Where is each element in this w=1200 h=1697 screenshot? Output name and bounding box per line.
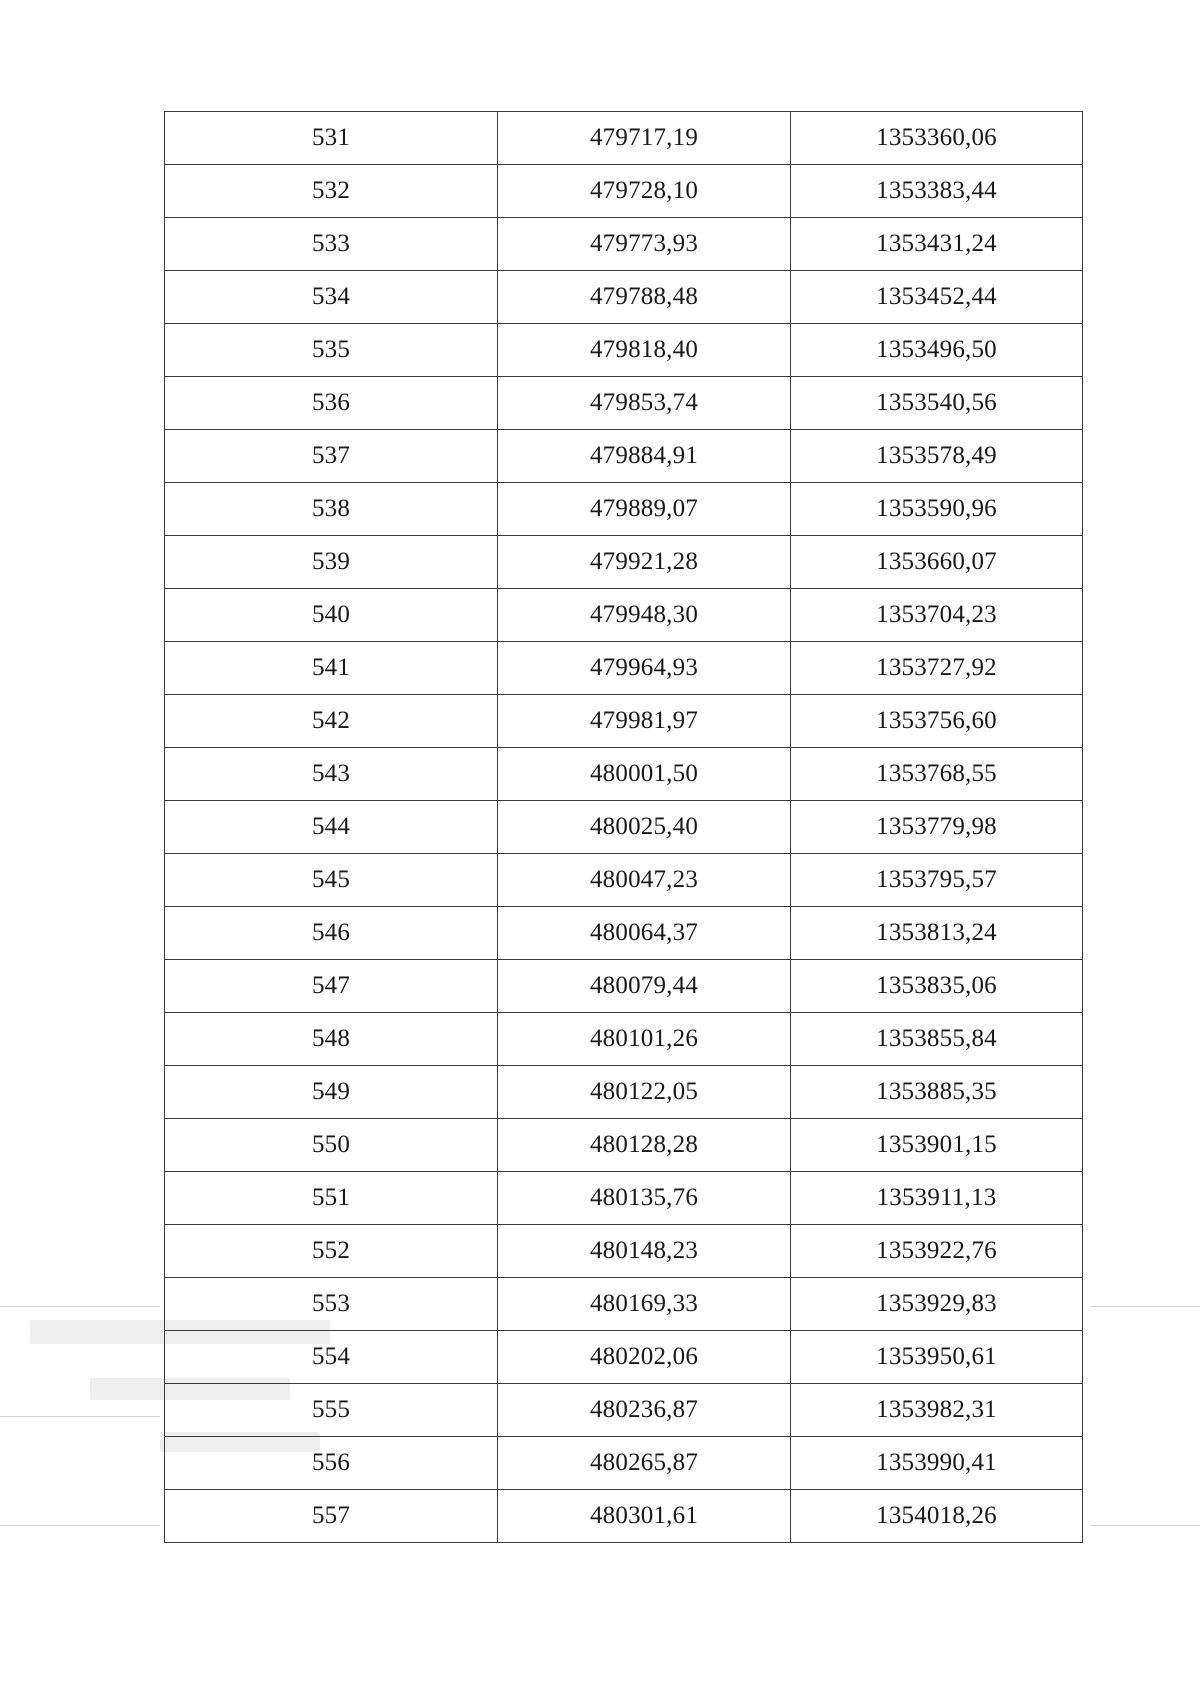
table-row <box>165 1066 1083 1119</box>
table-row <box>165 112 1083 165</box>
x-coordinate-cell: 480079,44 <box>498 960 791 1013</box>
table-row <box>165 1278 1083 1331</box>
y-coordinate-cell: 1353590,96 <box>791 483 1083 536</box>
table-row <box>165 748 1083 801</box>
point-number-cell: 542 <box>165 695 498 748</box>
y-coordinate-cell: 1353578,49 <box>791 430 1083 483</box>
y-coordinate-cell: 1353813,24 <box>791 907 1083 960</box>
x-coordinate-cell: 480122,05 <box>498 1066 791 1119</box>
y-coordinate-cell: 1353950,61 <box>791 1331 1083 1384</box>
x-coordinate-cell: 479884,91 <box>498 430 791 483</box>
point-number-cell: 544 <box>165 801 498 854</box>
x-coordinate-cell: 480301,61 <box>498 1490 791 1543</box>
y-coordinate-cell: 1353360,06 <box>791 112 1083 165</box>
y-coordinate-cell: 1353795,57 <box>791 854 1083 907</box>
table-row <box>165 1172 1083 1225</box>
point-number-cell: 547 <box>165 960 498 1013</box>
coordinates-table-body <box>165 112 1083 1543</box>
y-coordinate-cell: 1353901,15 <box>791 1119 1083 1172</box>
table-row <box>165 801 1083 854</box>
y-coordinate-cell: 1353911,13 <box>791 1172 1083 1225</box>
x-coordinate-cell: 480101,26 <box>498 1013 791 1066</box>
point-number-cell: 534 <box>165 271 498 324</box>
x-coordinate-cell: 479853,74 <box>498 377 791 430</box>
table-row <box>165 1437 1083 1490</box>
x-coordinate-cell: 479889,07 <box>498 483 791 536</box>
point-number-cell: 556 <box>165 1437 498 1490</box>
point-number-cell: 540 <box>165 589 498 642</box>
table-row <box>165 695 1083 748</box>
point-number-cell: 538 <box>165 483 498 536</box>
table-row <box>165 165 1083 218</box>
scan-artifact-line <box>1090 1306 1200 1307</box>
point-number-cell: 532 <box>165 165 498 218</box>
point-number-cell: 541 <box>165 642 498 695</box>
x-coordinate-cell: 479921,28 <box>498 536 791 589</box>
y-coordinate-cell: 1354018,26 <box>791 1490 1083 1543</box>
y-coordinate-cell: 1353431,24 <box>791 218 1083 271</box>
x-coordinate-cell: 479717,19 <box>498 112 791 165</box>
y-coordinate-cell: 1353704,23 <box>791 589 1083 642</box>
x-coordinate-cell: 480265,87 <box>498 1437 791 1490</box>
y-coordinate-cell: 1353982,31 <box>791 1384 1083 1437</box>
table-row <box>165 483 1083 536</box>
table-row <box>165 1225 1083 1278</box>
x-coordinate-cell: 479788,48 <box>498 271 791 324</box>
point-number-cell: 536 <box>165 377 498 430</box>
point-number-cell: 548 <box>165 1013 498 1066</box>
y-coordinate-cell: 1353885,35 <box>791 1066 1083 1119</box>
y-coordinate-cell: 1353496,50 <box>791 324 1083 377</box>
point-number-cell: 552 <box>165 1225 498 1278</box>
y-coordinate-cell: 1353660,07 <box>791 536 1083 589</box>
scan-artifact-line <box>0 1306 160 1307</box>
table-row <box>165 1490 1083 1543</box>
scan-artifact-line <box>0 1416 160 1417</box>
x-coordinate-cell: 480148,23 <box>498 1225 791 1278</box>
x-coordinate-cell: 480236,87 <box>498 1384 791 1437</box>
coordinates-table <box>164 111 1083 1543</box>
y-coordinate-cell: 1353756,60 <box>791 695 1083 748</box>
point-number-cell: 549 <box>165 1066 498 1119</box>
y-coordinate-cell: 1353990,41 <box>791 1437 1083 1490</box>
y-coordinate-cell: 1353855,84 <box>791 1013 1083 1066</box>
x-coordinate-cell: 480135,76 <box>498 1172 791 1225</box>
table-row <box>165 536 1083 589</box>
point-number-cell: 533 <box>165 218 498 271</box>
table-row <box>165 589 1083 642</box>
point-number-cell: 553 <box>165 1278 498 1331</box>
x-coordinate-cell: 479728,10 <box>498 165 791 218</box>
point-number-cell: 551 <box>165 1172 498 1225</box>
table-row <box>165 960 1083 1013</box>
table-row <box>165 854 1083 907</box>
x-coordinate-cell: 479964,93 <box>498 642 791 695</box>
point-number-cell: 555 <box>165 1384 498 1437</box>
y-coordinate-cell: 1353768,55 <box>791 748 1083 801</box>
table-row <box>165 642 1083 695</box>
table-row <box>165 430 1083 483</box>
y-coordinate-cell: 1353835,06 <box>791 960 1083 1013</box>
table-row <box>165 377 1083 430</box>
y-coordinate-cell: 1353452,44 <box>791 271 1083 324</box>
x-coordinate-cell: 480001,50 <box>498 748 791 801</box>
y-coordinate-cell: 1353383,44 <box>791 165 1083 218</box>
y-coordinate-cell: 1353540,56 <box>791 377 1083 430</box>
y-coordinate-cell: 1353779,98 <box>791 801 1083 854</box>
x-coordinate-cell: 480064,37 <box>498 907 791 960</box>
table-row <box>165 218 1083 271</box>
point-number-cell: 545 <box>165 854 498 907</box>
x-coordinate-cell: 479818,40 <box>498 324 791 377</box>
y-coordinate-cell: 1353727,92 <box>791 642 1083 695</box>
point-number-cell: 531 <box>165 112 498 165</box>
x-coordinate-cell: 479981,97 <box>498 695 791 748</box>
y-coordinate-cell: 1353929,83 <box>791 1278 1083 1331</box>
x-coordinate-cell: 479948,30 <box>498 589 791 642</box>
point-number-cell: 550 <box>165 1119 498 1172</box>
point-number-cell: 554 <box>165 1331 498 1384</box>
table-row <box>165 1119 1083 1172</box>
x-coordinate-cell: 480169,33 <box>498 1278 791 1331</box>
table-row <box>165 1013 1083 1066</box>
scan-artifact-line <box>1090 1525 1200 1526</box>
x-coordinate-cell: 479773,93 <box>498 218 791 271</box>
x-coordinate-cell: 480025,40 <box>498 801 791 854</box>
scan-artifact-line <box>0 1525 160 1526</box>
x-coordinate-cell: 480128,28 <box>498 1119 791 1172</box>
table-row <box>165 1331 1083 1384</box>
x-coordinate-cell: 480047,23 <box>498 854 791 907</box>
y-coordinate-cell: 1353922,76 <box>791 1225 1083 1278</box>
table-row <box>165 1384 1083 1437</box>
table-row <box>165 271 1083 324</box>
point-number-cell: 557 <box>165 1490 498 1543</box>
point-number-cell: 539 <box>165 536 498 589</box>
x-coordinate-cell: 480202,06 <box>498 1331 791 1384</box>
table-row <box>165 324 1083 377</box>
point-number-cell: 546 <box>165 907 498 960</box>
point-number-cell: 537 <box>165 430 498 483</box>
point-number-cell: 543 <box>165 748 498 801</box>
point-number-cell: 535 <box>165 324 498 377</box>
table-row <box>165 907 1083 960</box>
